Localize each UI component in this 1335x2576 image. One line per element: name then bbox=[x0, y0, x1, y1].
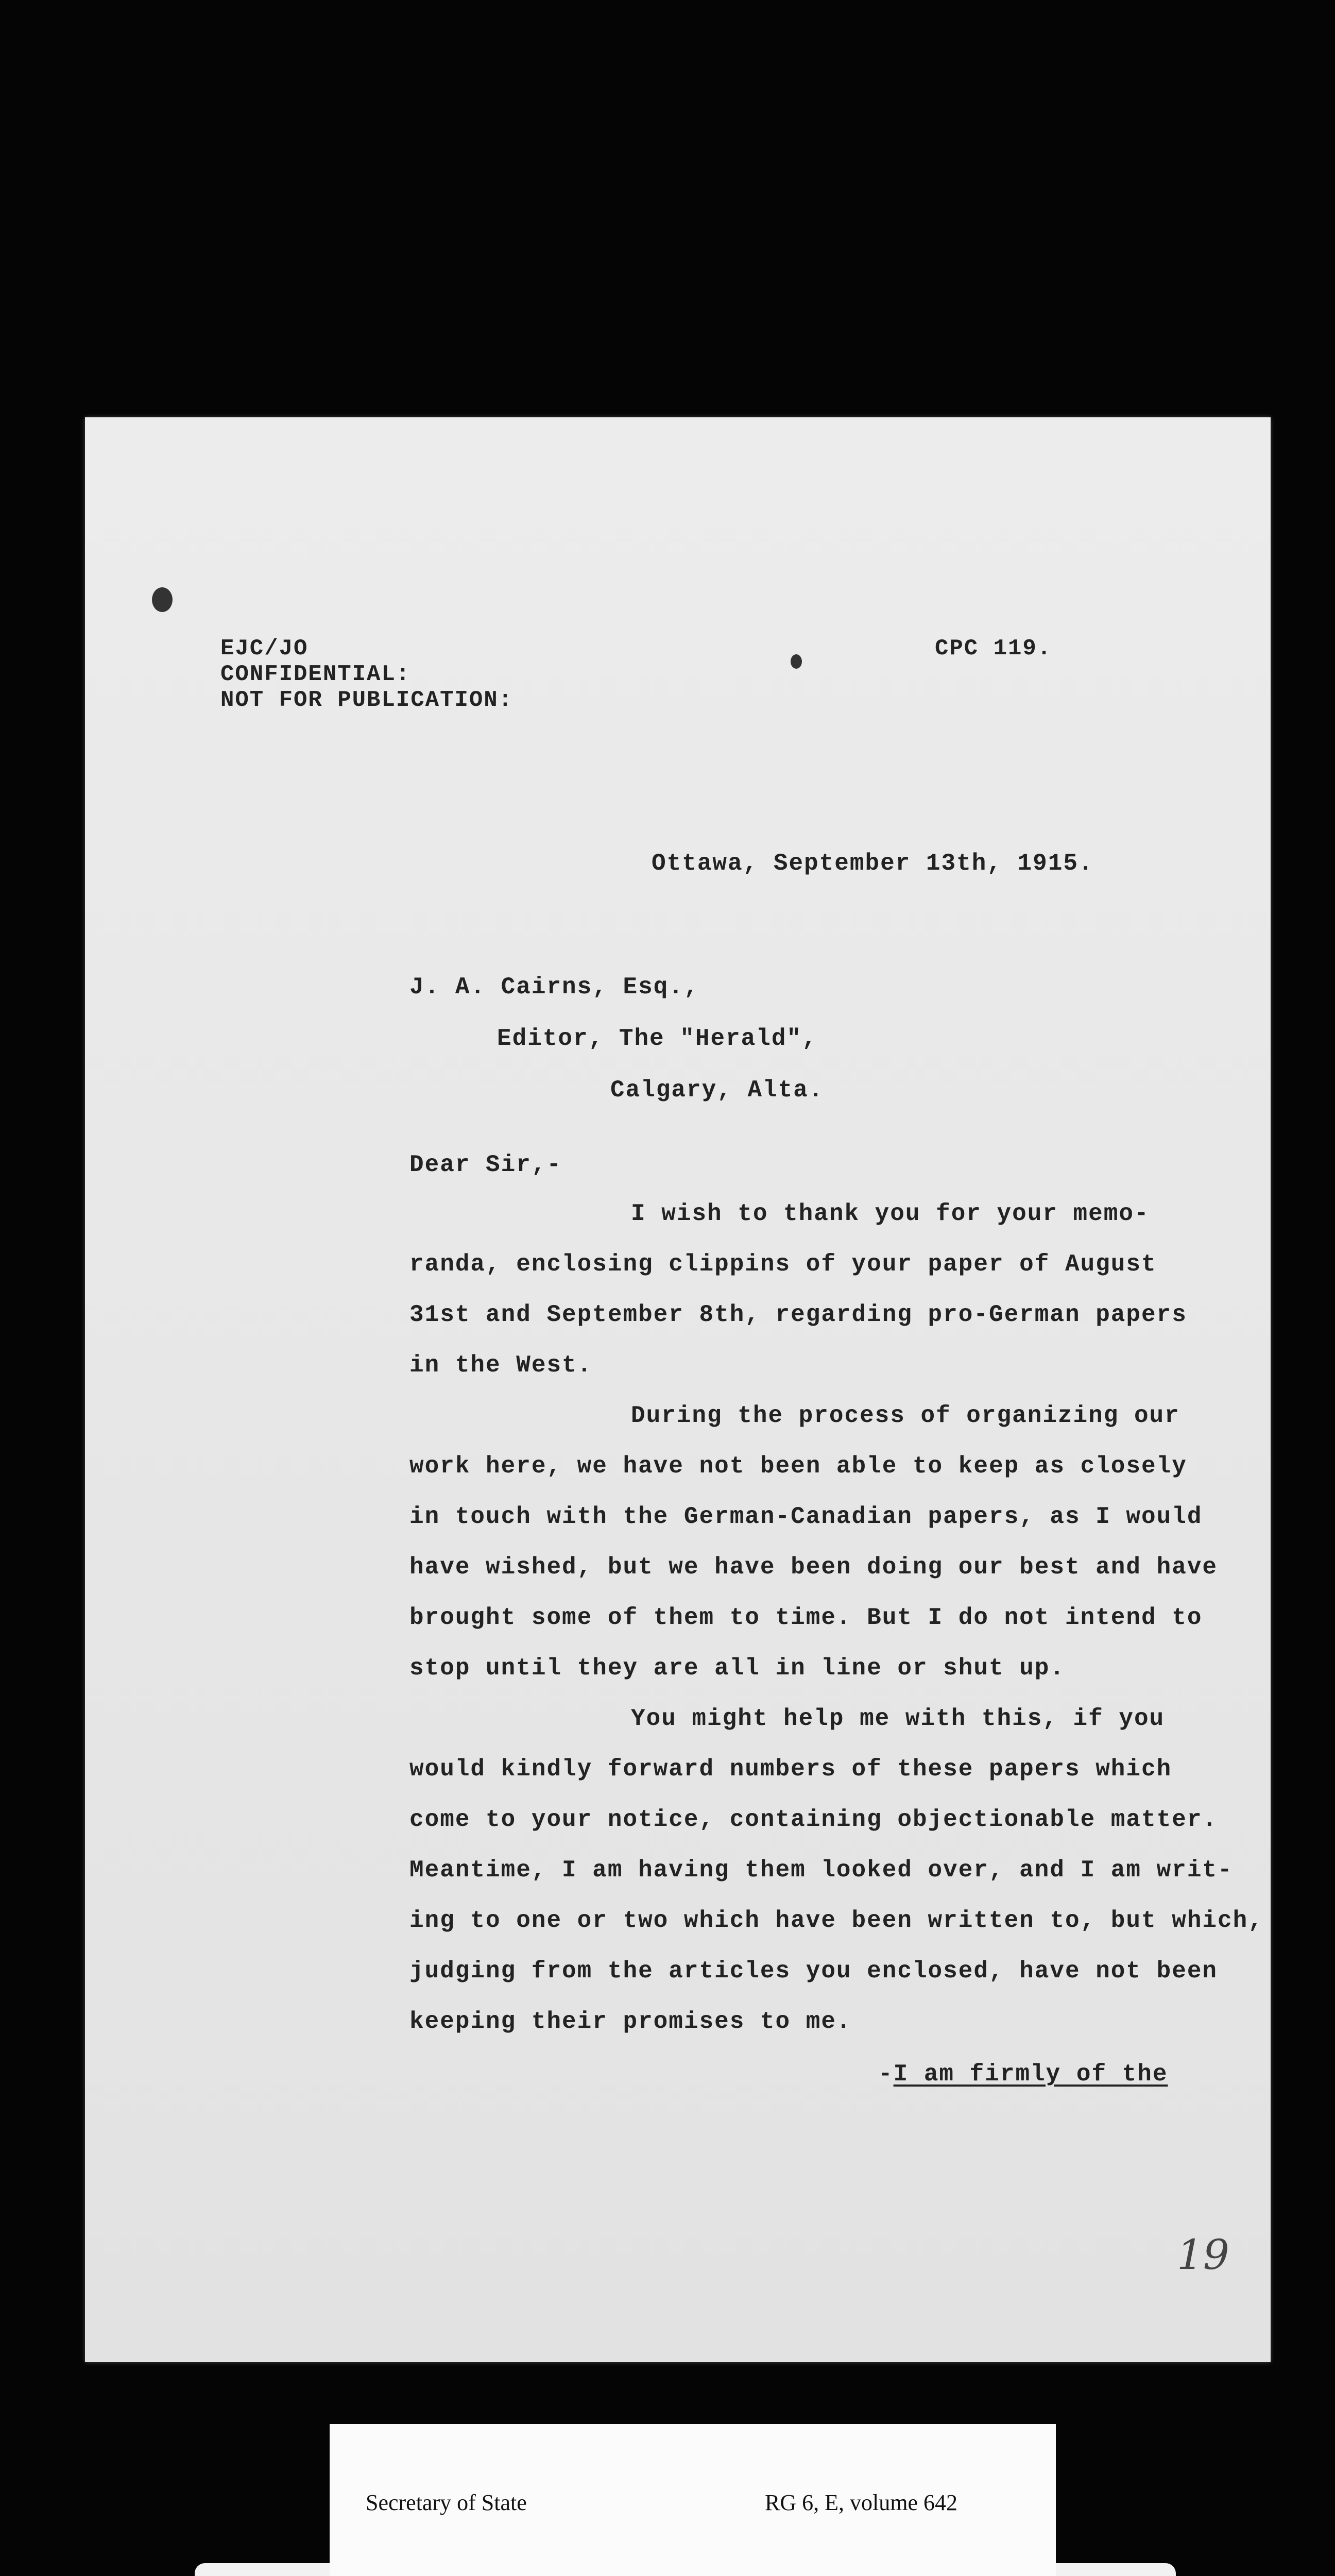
body-line: I wish to thank you for your memo- bbox=[631, 1200, 1150, 1227]
label-department bbox=[366, 2429, 527, 2576]
file-code: CPC 119. bbox=[935, 636, 1052, 662]
body-line: brought some of them to time. But I do not intend to bbox=[409, 1604, 1203, 1631]
body-line: During the process of organizing our bbox=[631, 1402, 1180, 1429]
catchword bbox=[878, 2061, 1168, 2088]
ink-spot bbox=[791, 654, 802, 669]
body-line: in the West. bbox=[409, 1352, 593, 1379]
body-line: keeping their promises to me. bbox=[409, 2008, 852, 2035]
body-line: 31st and September 8th, regarding pro-German papers bbox=[409, 1301, 1187, 1328]
body-line: You might help me with this, if you bbox=[631, 1705, 1165, 1732]
body-line: have wished, but we have been doing our best and have bbox=[409, 1554, 1218, 1581]
body-line: would kindly forward numbers of these papers which bbox=[409, 1756, 1172, 1783]
ink-spot bbox=[152, 587, 173, 612]
addressee-city: Calgary, Alta. bbox=[610, 1077, 824, 1104]
label-reference bbox=[765, 2429, 957, 2576]
reference-initials: EJC/JO bbox=[220, 636, 309, 662]
body-line: in touch with the German-Canadian papers, as I would bbox=[409, 1503, 1203, 1530]
body-line: randa, enclosing clippins of your paper of August bbox=[409, 1251, 1157, 1278]
letter-page bbox=[85, 417, 1271, 2362]
archive-label bbox=[330, 2424, 1056, 2576]
body-line: ing to one or two which have been written to, but which, bbox=[409, 1907, 1263, 1934]
record-group: RG 6, E, volume 642 bbox=[765, 2490, 957, 2515]
catchword-dash: - bbox=[878, 2061, 894, 2088]
department-en: Secretary of State bbox=[366, 2490, 527, 2515]
body-line: Meantime, I am having them looked over, and I am writ- bbox=[409, 1857, 1233, 1884]
place-date: Ottawa, September 13th, 1915. bbox=[652, 850, 1094, 877]
body-line: judging from the articles you enclosed, have not been bbox=[409, 1958, 1218, 1985]
addressee-name: J. A. Cairns, Esq., bbox=[409, 974, 699, 1001]
body-line: stop until they are all in line or shut up. bbox=[409, 1655, 1065, 1682]
body-line: come to your notice, containing objectionable matter. bbox=[409, 1806, 1218, 1833]
addressee-title: Editor, The "Herald", bbox=[497, 1025, 817, 1052]
confidential-mark: CONFIDENTIAL: bbox=[220, 662, 411, 687]
folio-number: 19 bbox=[1177, 2231, 1229, 2279]
not-for-publication-mark: NOT FOR PUBLICATION: bbox=[220, 687, 514, 713]
salutation: Dear Sir,- bbox=[409, 1151, 562, 1178]
body-line: work here, we have not been able to keep as closely bbox=[409, 1453, 1187, 1480]
catchword-text: I am firmly of the bbox=[893, 2061, 1168, 2088]
